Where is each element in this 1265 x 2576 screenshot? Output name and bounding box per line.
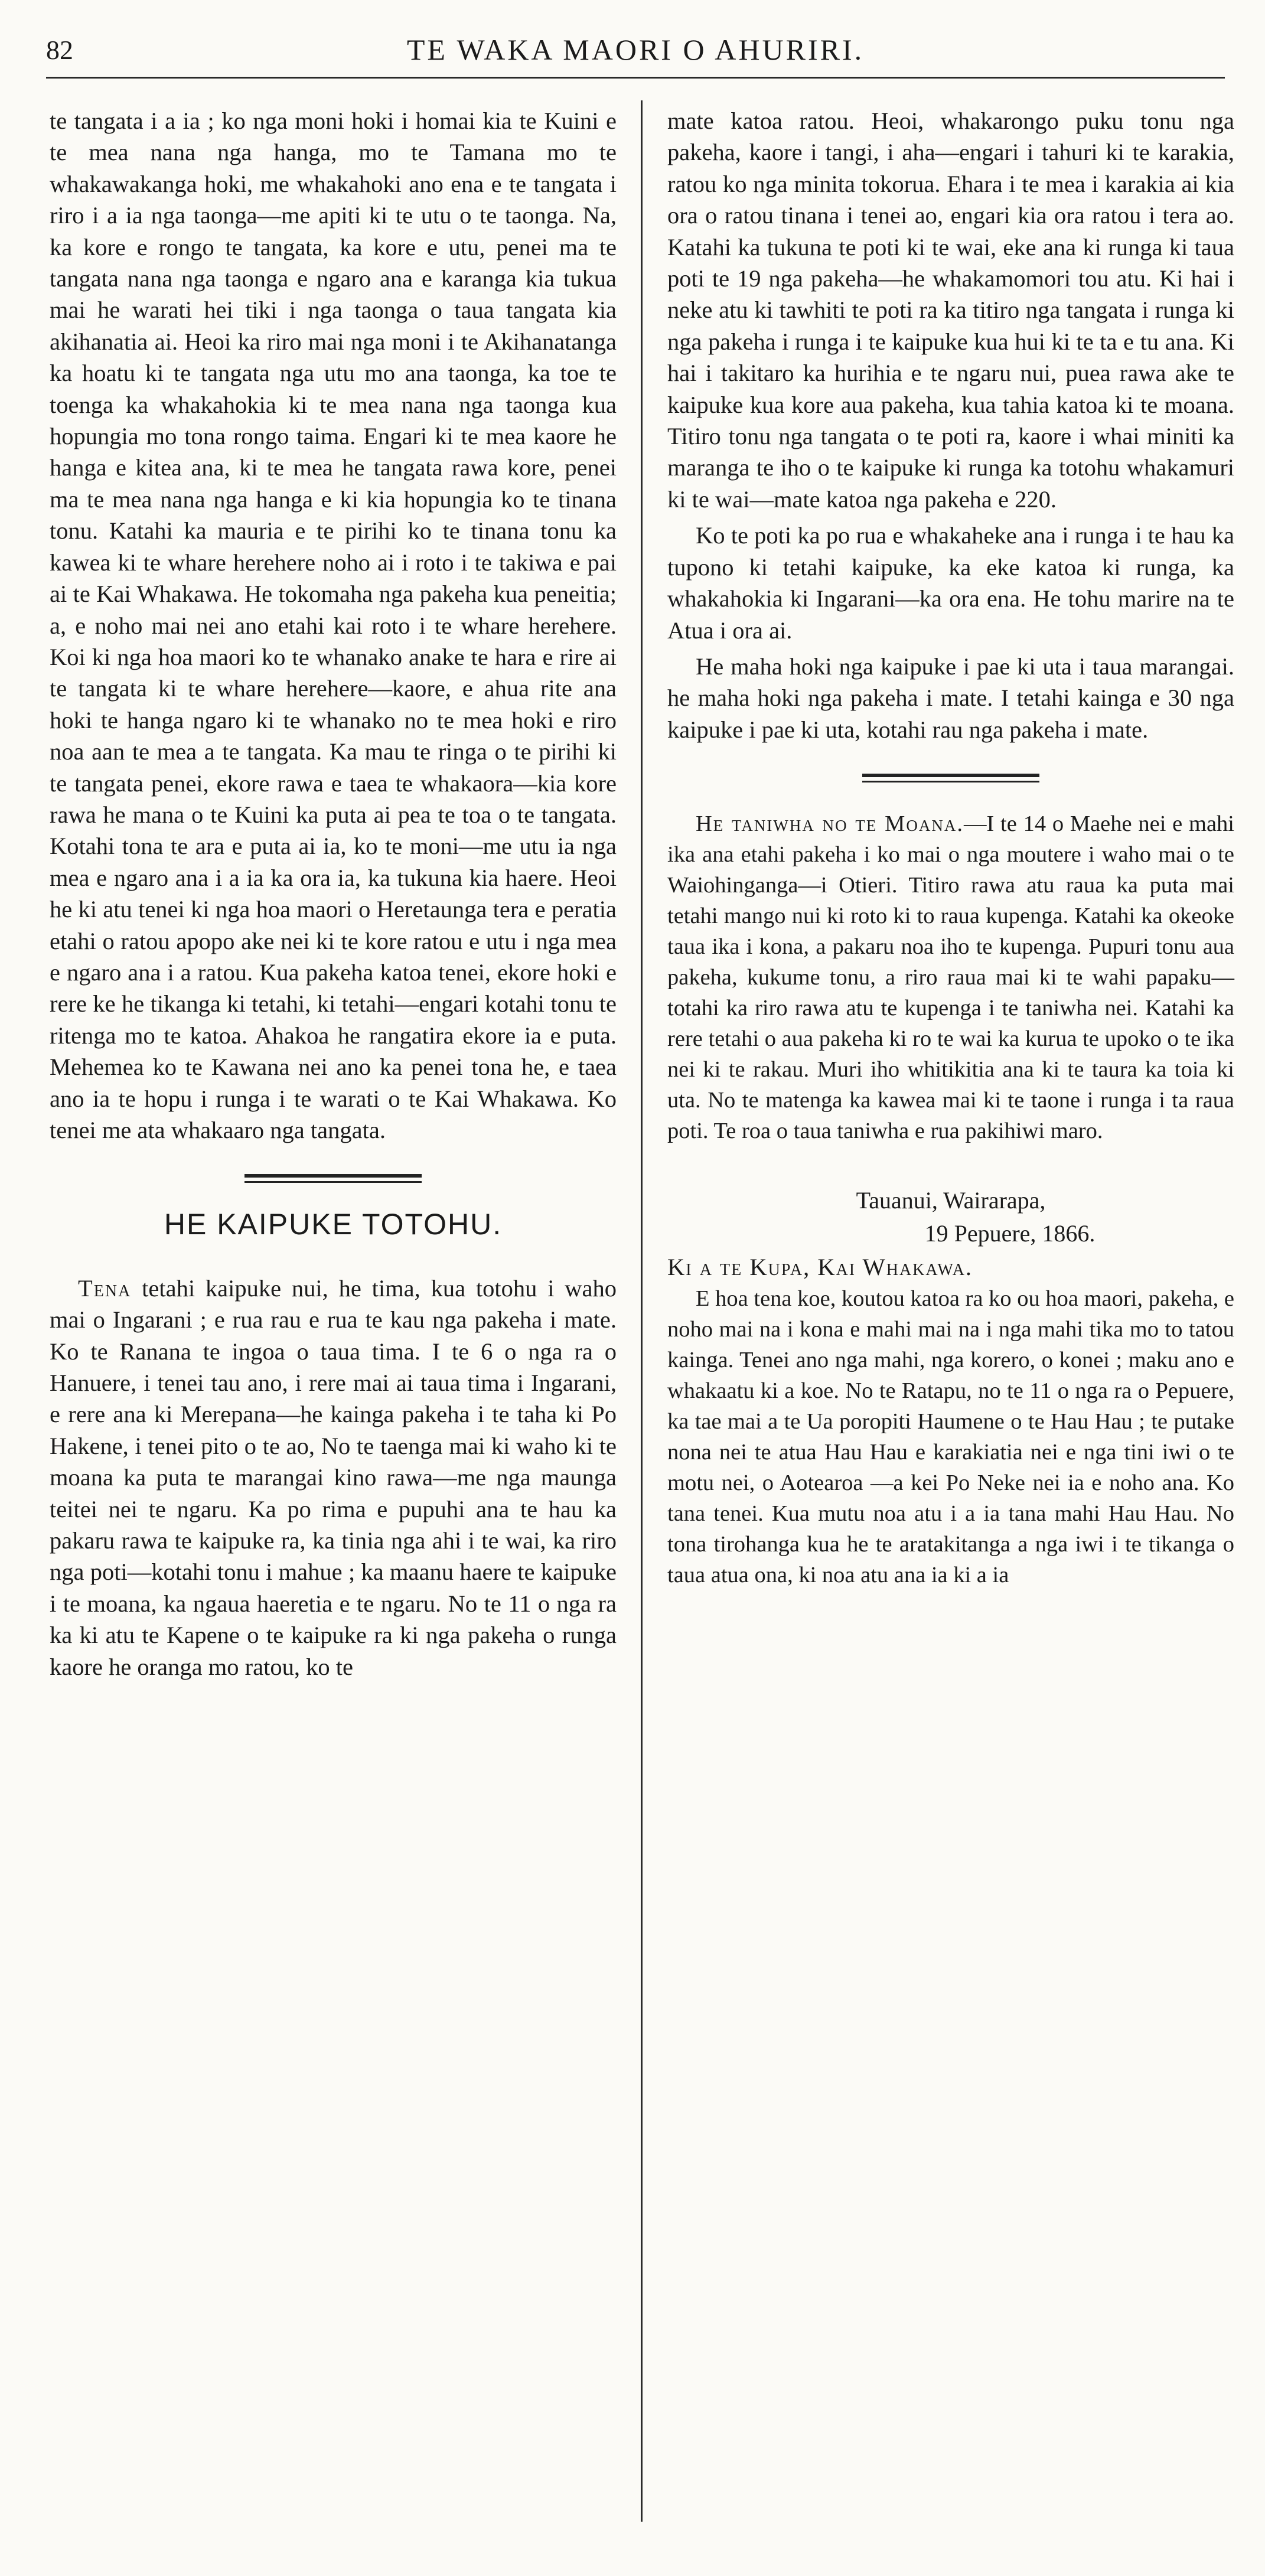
- letter-body: E hoa tena koe, koutou katoa ra ko ou hoa maori, pakeha, e noho mai na i kona e mahi mai na i nga mahi tika mo to tatou kainga. Tenei ano nga mahi, nga korero, o konei ; maku ano e whakaatu ki a koe. No te Ratapu, no te 11 o nga ra o Pepuere, ka tae mai a te Ua poropiti Haumene o te Hau Hau ; te putake nona nei te atua Hau Hau e karakiatia nei e nga tini iwi o te motu nei, o Aotearoa —a kei Po Neke nei ia e noho ana. Ko tana tenei. Kua mutu noa atu i a ia tana mahi Hau Hau. No tona tirohanga kua he te aratakitanga a nga iwi i te tikanga o taua atua ona, ki noa atu ana ia ki a ia: [667, 1286, 1234, 1587]
- shipwreck-continuation: mate katoa ratou. Heoi, whakarongo puku tonu nga pakeha, kaore i tangi, i aha—engari i tahuri ki te karakia, ratou ko nga minita tokorua. Ehara i te mea i karakia ai kia ora o ratou tinana i tenei ao, engari kia ora ratou i tera ao. Katahi ka tukuna te poti ki te wai, eke ana ki runga ki taua poti te 19 nga pakeha—he whakamomori tou atu. Ki hai i neke atu ki tawhiti te poti ra ka titiro nga tangata i runga ki nga pakeha i runga i te kaipuke kua hui ki te ta e tu ana. Ki hai i takitaro ka hurihia e te ngaru nui, puea rawa ake te kaipuke kua kore aua pakeha, kua tahia katoa ki te moana. Titiro tonu nga tangata o te poti ra, kaore i whai miniti ka maranga te iho o te kaipuke ki runga ka totohu whakamuri ki te wai—mate katoa nga pakeha e 220.: [667, 107, 1234, 513]
- lifeboat-paragraph: Ko te poti ka po rua e whakaheke ana i runga i te hau ka tupono ki tetahi kaipuke, ka eke katoa ki runga, ka whakahokia ki Ingarani—ka ora ena. He tohu marire na te Atua i ora ai.: [667, 522, 1234, 644]
- sea-monster-lead: He taniwha no te Moana.: [696, 811, 964, 837]
- section-rule: [862, 774, 1039, 782]
- storm-paragraph: He maha hoki nga kaipuke i pae ki uta i taua marangai. he maha hoki nga pakeha i mate. I tetahi kainga e 30 nga kaipuke i pae ki uta, kotahi rau nga pakeha i mate.: [667, 653, 1234, 743]
- section-heading: HE KAIPUKE TOTOHU.: [164, 1208, 503, 1241]
- sea-monster-paragraph: [667, 808, 1234, 1146]
- shipwreck-paragraph: [50, 1273, 617, 1682]
- article-continuation-paragraph: te tangata i a ia ; ko nga moni hoki i homai kia te Kuini e te mea nana nga hanga, mo te Tamana mo te whakawakanga hoki, me whakahoki ano ena e te tangata i riro i a ia nga taonga—me apiti ki te utu o te taonga. Na, ka kore e rongo te tangata, ka kore e utu, penei ma te tangata nana nga taonga e ngaro ana e karanga kia tukua mai he warati hei tiki i nga taonga o taua tangata kia akihanatia ai. Heoi ka riro mai nga moni i te Akihanatanga ka hoatu ki te tangata nga utu mo ana taonga, ka toe te toenga ka whakahokia ki te mea nana nga taonga kua hopungia mo tona rongo taima. Engari ki te mea kaore he hanga e kitea ana, ki te mea he tangata rawa kore, penei ma te mea nana nga hanga e ki kia hopungia ko te tinana tonu. Katahi ka mauria e te pirihi ko te tinana tonu ka kawea ki te whare herehere noho ai i roto i te takiwa e pai ai te Kai Whakawa. He tokomaha nga pakeha kua peneitia; a, e noho mai nei ano etahi kai roto i te whare herehere. Koi ki nga hoa maori ko te whanako anake te hara e rire ai te tangata ki te whare herehere—kaore, e ahua rite ana hoki te hanga ngaro ki te whanako no te mea hoki e riro noa aan te mea a te tangata. Ka mau te ringa o te pirihi ki te tangata penei, ekore rawa e taea te whakaora—kia kore rawa he mana o te Kuini ka puta ai pea te toa o te tangata. Kotahi tona te ara e puta ai ia, ko te moni—me utu ia nga mea e ngaro ana i a ia ka ora ia, ka tukuna kia haere. Heoi he ki atu tenei ki nga hoa maori o Heretaunga tera e peratia etahi o ratou apopo ake nei ki te kore ratou e utu i nga mea e ngaro ana i a ratou. Kua pakeha katoa tenei, ekore hoki e rere ke he tikanga ki tetahi, ki tetahi—engari kotahi tonu te ritenga mo te katoa. Ahakoa he rangatira ekore ia e puta. Mehemea ko te Kawana nei ano ka penei tona he, e taea ano ia te hopu i runga i te warati o te Kai Whakawa. Ko tenei me ata whakaaro nga tangata.: [50, 107, 617, 1143]
- drop-word: Tena: [78, 1274, 132, 1302]
- letter-dateline: [667, 1184, 1234, 1250]
- dateline-place: Tauanui, Wairarapa,: [856, 1187, 1046, 1214]
- page-number: 82: [46, 34, 73, 65]
- running-title: TE WAKA MAORI O AHURIRI.: [406, 33, 865, 66]
- right-column: [667, 105, 1234, 1595]
- letter-address: Ki a te Kupa, Kai Whakawa.: [667, 1254, 973, 1281]
- dateline-date: 19 Pepuere, 1866.: [924, 1220, 1096, 1247]
- section-rule: [244, 1174, 422, 1183]
- page-header: [46, 22, 1225, 79]
- shipwreck-text: tetahi kaipuke nui, he tima, kua totohu i waho mai o Ingarani ; e rua rau e rua te kau nga pakeha i mate. Ko te Ranana te ingoa o taua tima. I te 6 o nga ra o Hanuere, i tenei tau ano, i rere mai ai taua tima i Ingarani, e rere ana ki Merepana—he kainga pakeha i te taha ki Po Hakene, i tenei pito o te ao, No te taenga mai ki waho ki te moana ka puta te marangai kino rawa—me nga maunga teitei nei te ngaru. Ka po rima e pupuhi ana te hau ka pakaru rawa te kaipuke ra, ka tinia nga ahi i te wai, ka riro nga poti—kotahi tonu i mahue ; ka maanu haere te kaipuke i te moana, ka ngaua haeretia e te ngaru. No te 11 o nga ra ka ki atu te Kapene o te kaipuke ra ki nga pakeha o runga kaore he oranga mo ratou, ko te: [50, 1274, 617, 1680]
- column-divider: [641, 100, 643, 2522]
- left-column: [50, 105, 617, 1687]
- sea-monster-text: —I te 14 o Maehe nei e mahi ika ana etahi pakeha i ko mai o nga moutere i waho mai o te Waiohinganga—i Otieri. Titiro rawa atu raua ka puta mai tetahi mango nui ki roto ki to raua kupenga. Katahi ka okeoke taua ika i kona, a pakaru noa iho te kupenga. Pupuri tonu aua pakeha, kukume tonu, a riro raua mai ki te wahi papaku—totahi ka riro rawa atu te kupenga i te taniwha nei. Katahi ka rere tetahi o aua pakeha ki ro te wai ka kurua te upoko o te ika nei ki te rakau. Muri iho whitikitia ana ki te taura ka toia ki uta. No te matenga ka kawea mai ki te taone i runga i ta raua poti. Te roa o taua taniwha e rua pakihiwi maro.: [667, 811, 1234, 1144]
